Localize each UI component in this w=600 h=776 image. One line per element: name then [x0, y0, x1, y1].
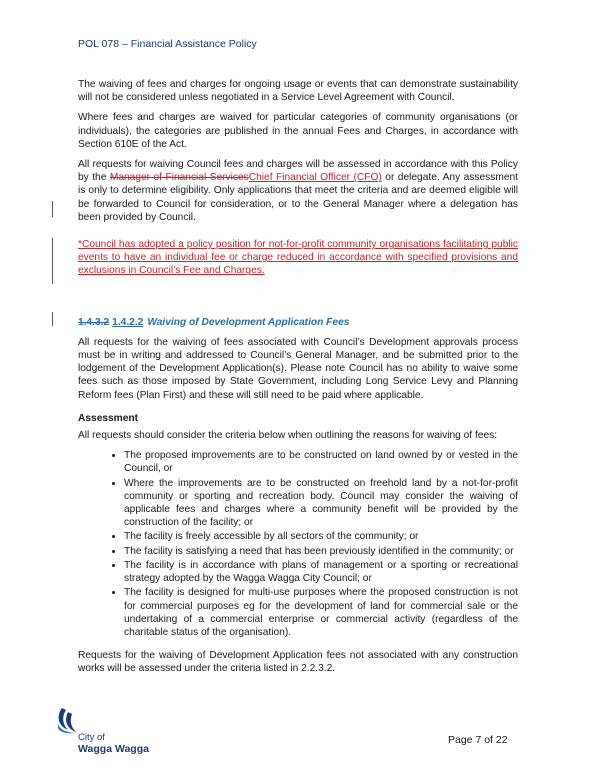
change-bar [52, 312, 53, 326]
list-item: • The facility is freely accessible by all sectors of the community; or [124, 530, 518, 543]
text-run: or delegate. Any assessment is only to determine eligibility. Only applications that meet the criteria and are deemed eligible will be forwarded to Council for consideration, or to the General Manager where a delegation has been provided by Council. [78, 172, 518, 223]
logo-text: Wagga Wagga [78, 743, 149, 755]
section-number-deleted: 1.4.3.2 [78, 316, 110, 328]
logo-mark [66, 712, 76, 732]
paragraph: All requests should consider the criteria below when outlining the reasons for waiving of fees: [78, 430, 498, 442]
section-heading [78, 316, 518, 329]
tracked-deletion: Manager of Financial Services [109, 172, 249, 184]
criteria-list [78, 449, 518, 639]
change-bar [52, 201, 53, 217]
list-item: • The facility is in accordance with plans of management or a sporting or recreational strategy adopted by the Wagga Wagga City Council; or [124, 559, 518, 585]
list-item: • The facility is satisfying a need that has been previously identified in the community; or [124, 545, 518, 558]
paragraph: All requests for the waiving of fees associated with Council’s Development approvals process must be in writing and addressed to Council’s General Manager, and be submitted prior to the lodgement of the Development Application(s). Please note Council has no ability to waive some fees such as those imposed by State Government, including Long Service Levy and Planning Reform fees (Plan First) and these will still need to be paid where applicable. [78, 336, 518, 401]
inserted-note: *Council has adopted a policy position for not-for-profit community organisations facilitating public events to have an individual fee or charge reduced in accordance with specified provisions and exclusions in Council’s Fee and Charges. [78, 239, 518, 277]
list-item: • Where the improvements are to be constructed on freehold land by a not-for-profit community or sporting and recreation body, Council may consider the waiving of applicable fees and charges where a community benefit will be provided by the construction of the facility; or [124, 477, 518, 530]
paragraph: Where fees and charges are waived for particular categories of community organisations (or individuals), the categories are published in the annual Fees and Charges, in accordance with Section 610E of the Act. [78, 112, 518, 150]
page-number: Page 7 of 22 [448, 734, 508, 746]
logo-text: City of [78, 732, 105, 743]
list-item: • The proposed improvements are to be constructed on land owned by or vested in the Council, or [124, 449, 518, 475]
tracked-insertion: Chief Financial Officer (CFO) [248, 172, 382, 184]
document-header: POL 078 – Financial Assistance Policy [78, 38, 257, 50]
document-body [78, 78, 518, 683]
section-number: 1.4.2.2 [112, 316, 144, 328]
text-run: All requests for waiving Council fees and charges will be assessed in accordance with this Policy by the [78, 159, 518, 184]
section-title: Waiving of Development Application Fees [147, 316, 350, 328]
paragraph: The waiving of fees and charges for ongoing usage or events that can demonstrate sustainability will not be considered unless negotiated in a Service Level Agreement with Council. [78, 79, 518, 104]
paragraph [78, 158, 518, 224]
change-bar [52, 238, 53, 284]
assessment-heading: Assessment [78, 412, 139, 424]
list-item: • The facility is designed for multi-use purposes where the proposed construction is not for commercial purposes eg for the development of land for commercial sale or the undertaking of a commercial enterprise or commercial activity (regardless of the charitable status of the organisation). [124, 586, 518, 639]
paragraph: Requests for the waiving of Development Application fees not associated with any construction works will be assessed under the criteria listed in 2.2.3.2. [78, 650, 518, 675]
